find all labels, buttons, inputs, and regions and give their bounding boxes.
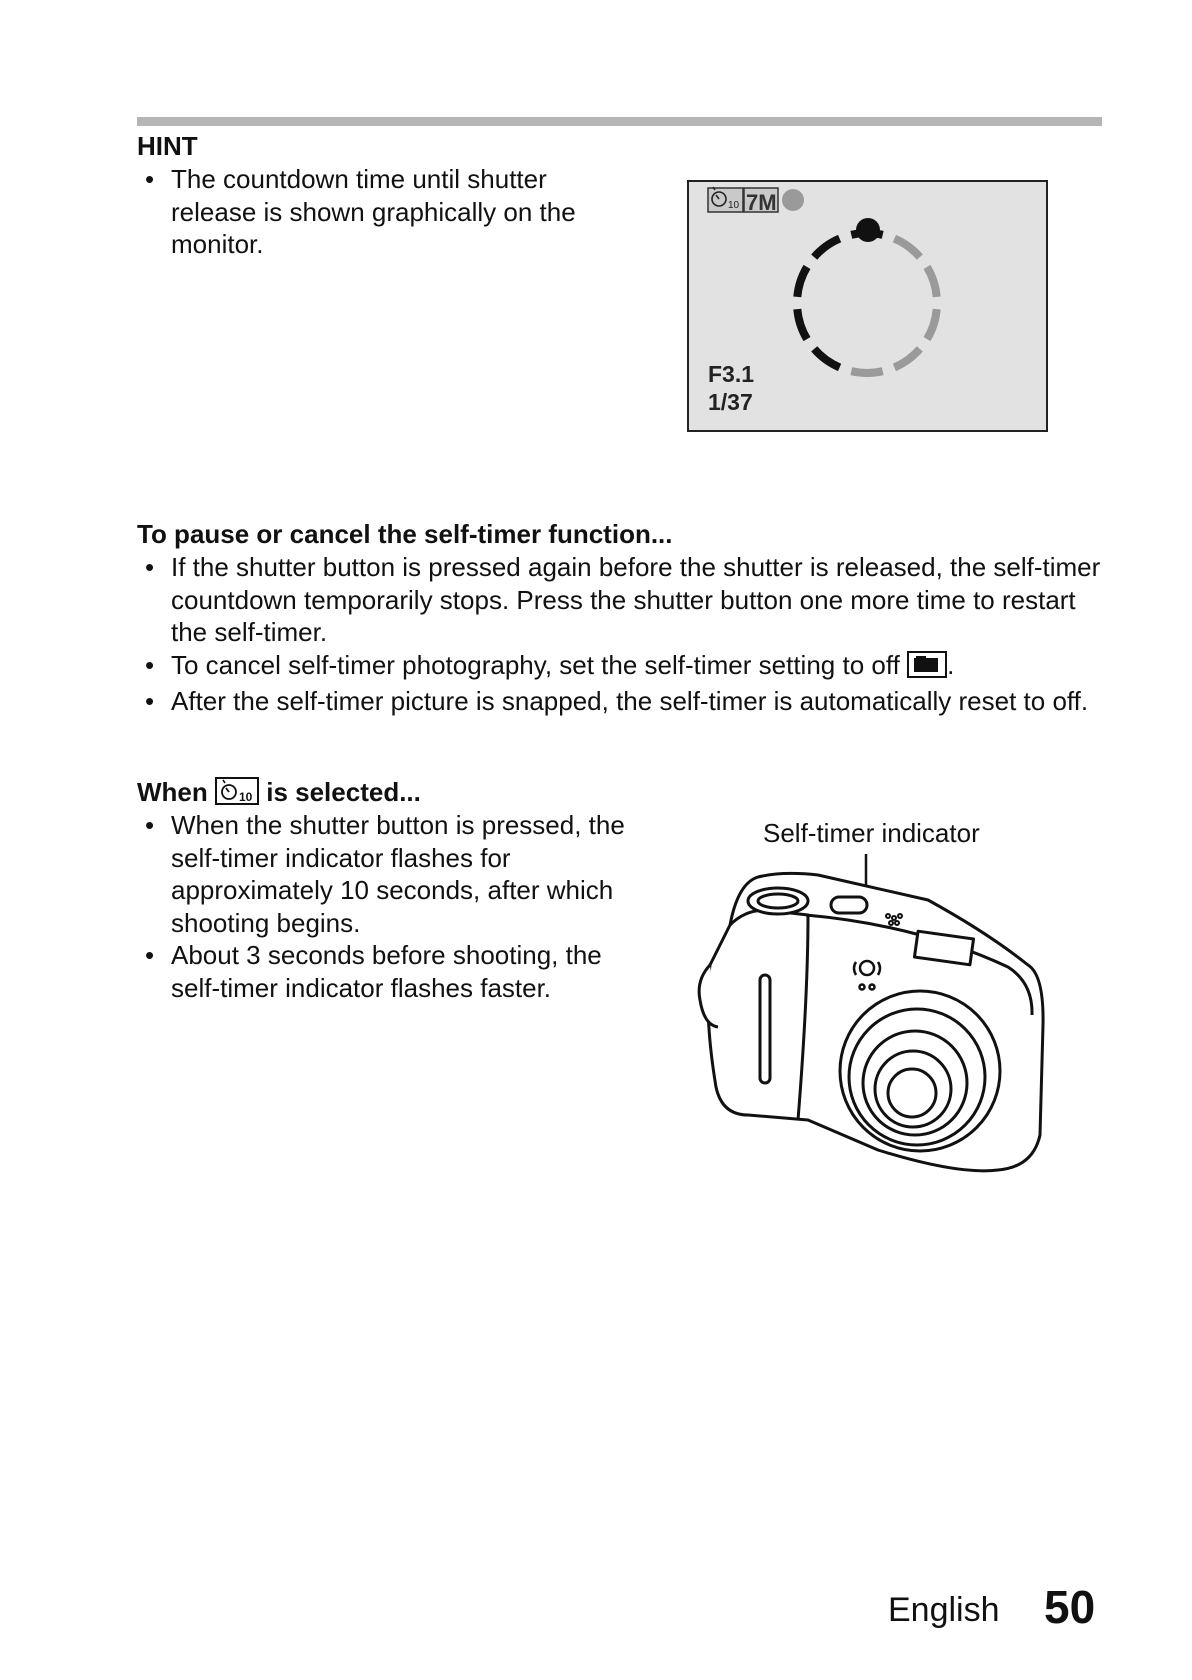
when-heading xyxy=(137,776,421,812)
hint-list xyxy=(137,163,637,261)
footer-language: English xyxy=(888,1591,1000,1629)
hint-bullet: • The countdown time until shutter release is shown graphically on the monitor. xyxy=(137,163,637,261)
pause-bullet-text: To cancel self-timer photography, set the self-timer setting to off xyxy=(171,649,900,680)
hint-heading: HINT xyxy=(137,131,198,161)
countdown-marker xyxy=(856,218,880,242)
page-number: 50 xyxy=(1044,1581,1096,1633)
section-divider xyxy=(137,117,1102,126)
svg-text:10: 10 xyxy=(239,790,253,804)
pause-bullet: • If the shutter button is pressed again before the shutter is released, the self-timer countdown temporarily stops. Press the shutter button one more time to restart the self-timer. xyxy=(137,551,1102,649)
shutter-speed-value: 1/37 xyxy=(708,389,753,415)
focus-indicator-icon xyxy=(782,189,804,211)
when-heading-end: is selected... xyxy=(266,777,421,807)
pause-heading: To pause or cancel the self-timer function... xyxy=(137,519,673,549)
pause-bullet: • After the self-timer picture is snapped, the self-timer is automatically reset to off. xyxy=(137,685,1102,718)
when-heading-start: When xyxy=(137,777,208,807)
when-bullet: • About 3 seconds before shooting, the self-timer indicator flashes faster. xyxy=(137,939,635,1004)
when-list xyxy=(137,809,635,1004)
resolution-label: 7M xyxy=(746,190,777,215)
self-timer-icon xyxy=(215,777,259,812)
countdown-segment xyxy=(851,371,882,373)
svg-text:10: 10 xyxy=(728,200,740,211)
pause-bullet: • To cancel self-timer photography, set the self-timer setting to off . xyxy=(137,649,1102,686)
camera-illustration xyxy=(688,815,1053,1180)
pause-list xyxy=(137,551,1102,718)
aperture-value: F3.1 xyxy=(708,361,755,387)
figure-caption: Self-timer indicator xyxy=(763,818,980,848)
monitor-display xyxy=(687,180,1048,432)
self-timer-icon xyxy=(708,187,743,212)
when-bullet: • When the shutter button is pressed, the self-timer indicator flashes for approximately 10 seconds, after which shooting begins. xyxy=(137,809,635,939)
timer-off-icon xyxy=(907,651,947,686)
